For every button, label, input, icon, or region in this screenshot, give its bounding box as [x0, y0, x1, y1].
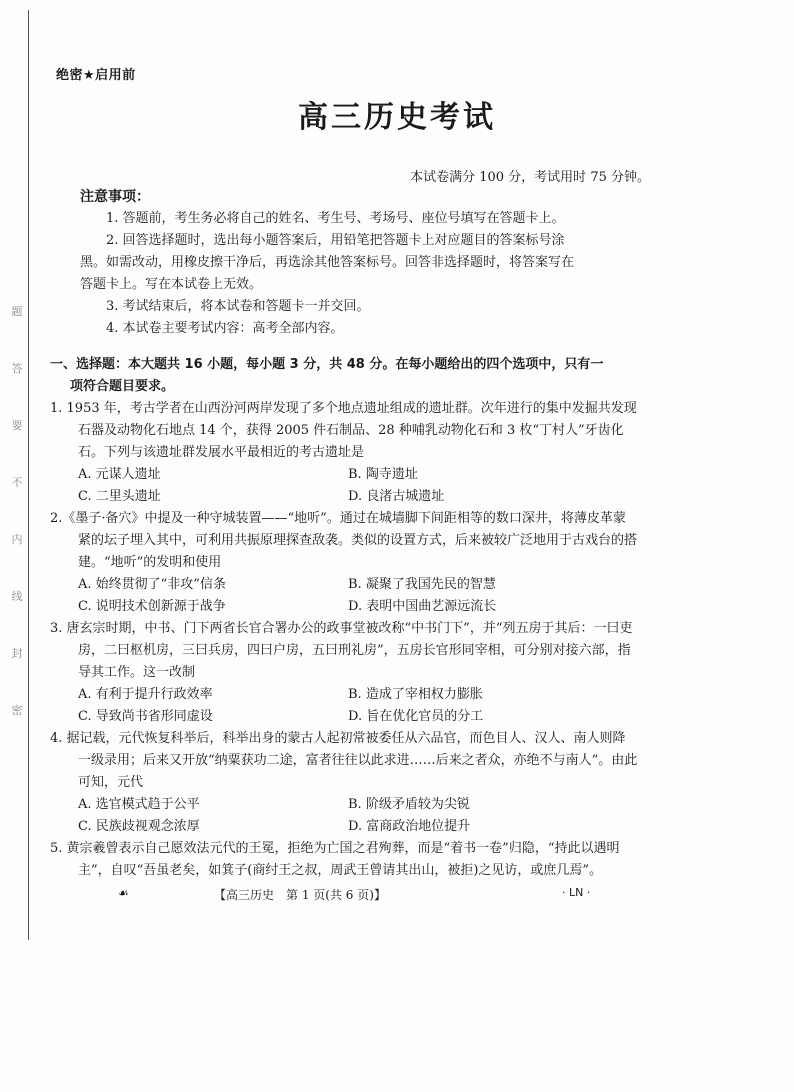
note-item: 4. 本试卷主要考试内容：高考全部内容。: [106, 321, 344, 336]
side-label: 封: [11, 647, 23, 660]
side-label: 答: [11, 362, 23, 375]
section-heading: 一、选择题：本大题共 16 小题，每小题 3 分，共 48 分。在每小题给出的四个选项中，只有一项符合题目要求。: [50, 357, 604, 394]
question-2-option-a: A. 始终贯彻了“非攻”信条: [78, 577, 226, 592]
question-1-option-c: C. 二里头遗址: [78, 489, 161, 504]
side-label: 要: [11, 419, 23, 432]
question-1-option-d: D. 良渚古城遗址: [348, 489, 445, 504]
side-label: 不: [11, 476, 23, 489]
question-4-stem: 4. 据记载，元代恢复科举后，科举出身的蒙古人起初常被委任从六品官，而色目人、汉人、南人则降一级录用；后来又开放“纳粟获功二途，富者往往以此求进……后来之者众，亦绝不与南人”。由此可知，元代: [50, 731, 638, 790]
question-2-option-b: B. 凝聚了我国先民的智慧: [348, 577, 496, 592]
question-4-option-c: C. 民族歧视观念浓厚: [78, 819, 200, 834]
question-3-stem: 3. 唐玄宗时期，中书、门下两省长官合署办公的政事堂被改称“中书门下”，并“列五房于其后：一曰吏房，二曰枢机房，三曰兵房，四曰户房，五曰刑礼房”，五房长官形同宰相，可分别对接六部，指导其工作。这一改制: [50, 621, 633, 680]
region-code: · LN ·: [562, 886, 591, 899]
page-footer: [0, 884, 794, 906]
side-label: 密: [11, 704, 23, 717]
binding-side-labels: [9, 305, 25, 761]
notes-title: 注意事项：: [80, 189, 150, 205]
question-3-option-c: C. 导致尚书省形同虚设: [78, 709, 213, 724]
page-number: 【高三历史 第 1 页(共 6 页)】: [214, 888, 386, 902]
side-label: 内: [11, 533, 23, 546]
question-1-option-a: A. 元谋人遗址: [78, 467, 161, 482]
exam-info: 本试卷满分 100 分，考试用时 75 分钟。: [410, 170, 650, 185]
question-2-stem: 2.《墨子·备穴》中提及一种守城装置——“地听”。通过在城墙脚下间距相等的数口深井，将薄皮革蒙紧的坛子埋入其中，可利用共振原理探查敌袭。类似的设置方式，后来被较广泛地用于古戏台的搭建。“地听”的发明和使用: [50, 511, 638, 570]
printer-mark-icon: ☙: [118, 886, 129, 900]
question-4-option-d: D. 富商政治地位提升: [348, 819, 471, 834]
question-2-option-d: D. 表明中国曲艺源远流长: [348, 599, 497, 614]
question-3-option-d: D. 旨在优化官员的分工: [348, 709, 484, 724]
question-3-option-b: B. 造成了宰相权力膨胀: [348, 687, 483, 702]
question-4-option-a: A. 选官模式趋于公平: [78, 797, 200, 812]
note-item: 3. 考试结束后，将本试卷和答题卡一并交回。: [106, 299, 370, 314]
question-1-stem: 1. 1953 年，考古学者在山西汾河两岸发现了多个地点遗址组成的遗址群。次年进行的集中发掘共发现石器及动物化石地点 14 个，获得 2005 件石制品、28 种哺乳动物化石和 3 枚“丁村人”牙齿化石。下列与该遗址群发展水平最相近的考古遗址是: [50, 401, 637, 460]
question-3-option-a: A. 有利于提升行政效率: [78, 687, 213, 702]
side-label: 题: [11, 305, 23, 318]
question-5-stem: 5. 黄宗羲曾表示自己愿效法元代的王冕，拒绝为亡国之君殉葬，而是“着书一卷”归隐，“持此以遇明主”，自叹“吾虽老矣，如箕子(商纣王之叔，周武王曾请其出山，被拒)之见访，或庶几焉”。: [50, 841, 620, 878]
exam-title: 高三历史考试: [298, 100, 496, 135]
note-item: 2. 回答选择题时，选出每小题答案后，用铅笔把答题卡上对应题目的答案标号涂黑。如需改动，用橡皮擦干净后，再选涂其他答案标号。回答非选择题时，将答案写在答题卡上。写在本试卷上无效。: [80, 233, 575, 292]
question-1-option-b: B. 陶寺遗址: [348, 467, 418, 482]
question-4-option-b: B. 阶级矛盾较为尖锐: [348, 797, 470, 812]
question-2-option-c: C. 说明技术创新源于战争: [78, 599, 226, 614]
note-item: 1. 答题前，考生务必将自己的姓名、考生号、考场号、座位号填写在答题卡上。: [106, 211, 565, 226]
side-label: 线: [11, 590, 23, 603]
confidential-label: 绝密★启用前: [56, 68, 136, 83]
binding-line: [28, 10, 29, 940]
